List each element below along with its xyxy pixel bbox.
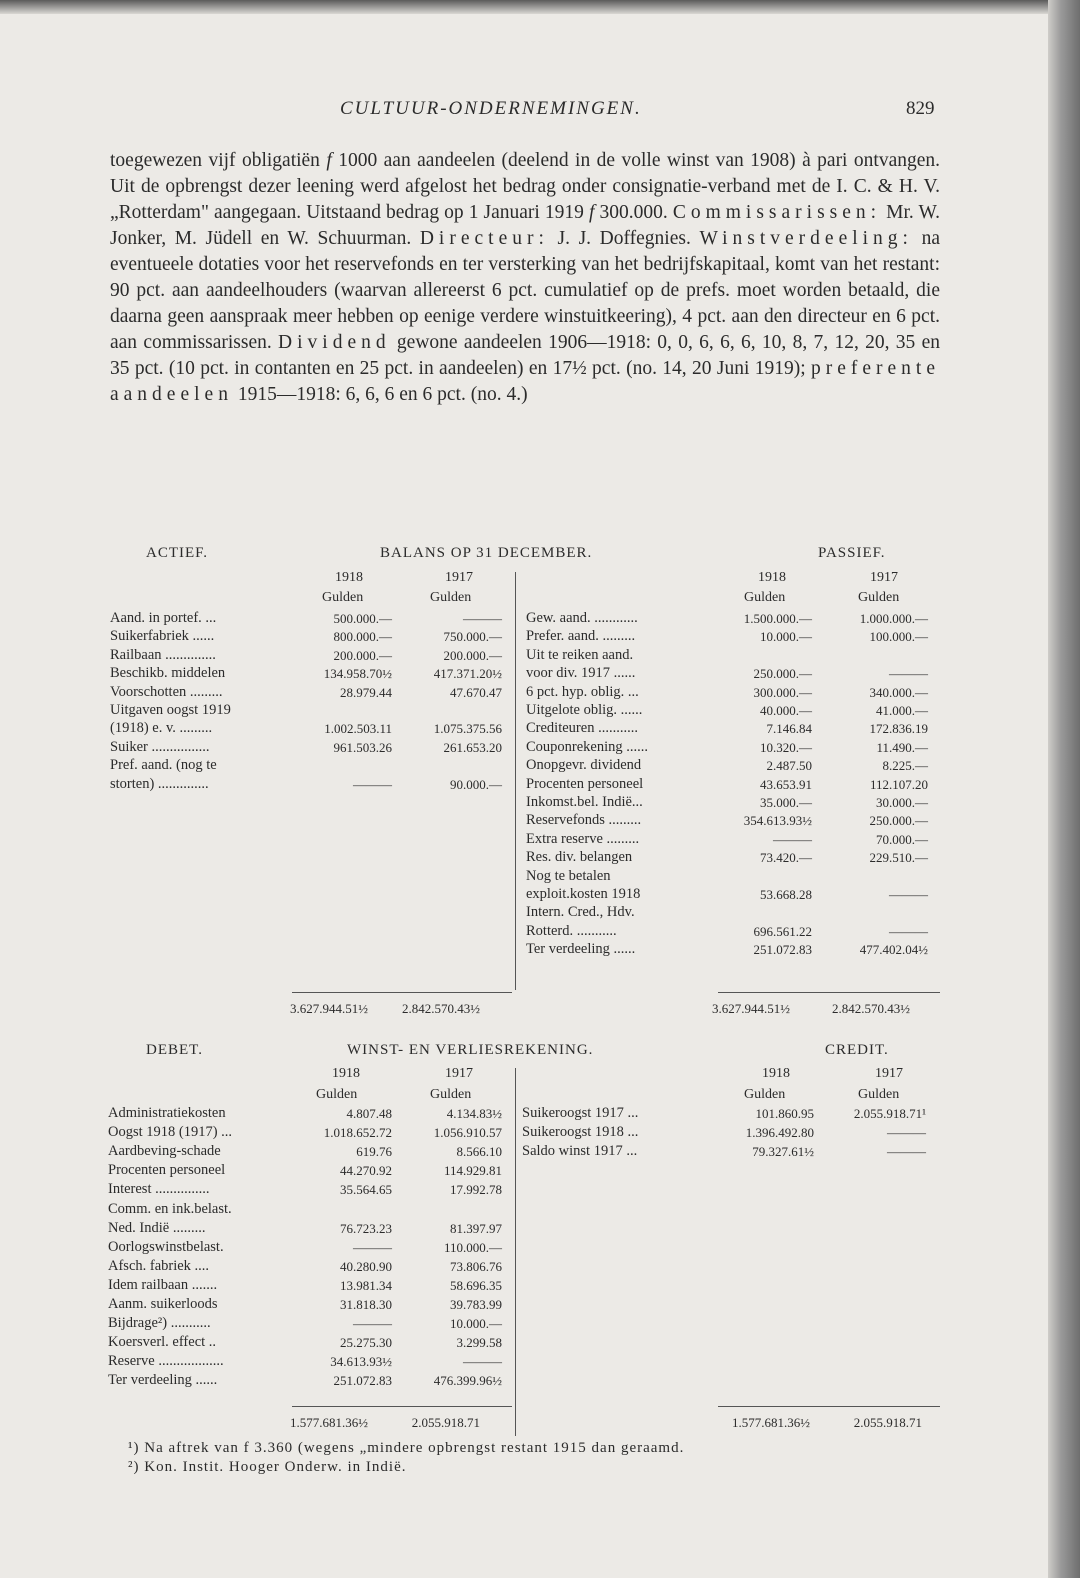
body-paragraph [110, 148, 940, 408]
value-1917: ——— [463, 1354, 502, 1370]
value-1917: 1.000.000.— [859, 611, 928, 626]
row-label: exploit.kosten 1918 [526, 886, 641, 902]
total-rule [292, 992, 512, 993]
row-label: Res. div. belangen [526, 849, 633, 866]
row-label: Oorlogswinstbelast. [108, 1238, 224, 1255]
row-label: Suikerfabriek ...... [110, 628, 215, 645]
row-label: Prefer. aand. ......... [526, 628, 636, 645]
year-header: 1918 [758, 570, 786, 585]
value-1918: 13.981.34 [340, 1277, 392, 1293]
running-header: CULTUUR-ONDERNEMINGEN. [340, 98, 642, 119]
value-1917: 1.056.910.57 [433, 1125, 502, 1141]
value-1918: ——— [773, 831, 812, 847]
value-1918: ——— [353, 776, 392, 792]
year-header: 1918 [332, 1066, 360, 1081]
value-1918: 800.000.— [333, 629, 392, 645]
value-1917: 476.399.96½ [433, 1373, 502, 1389]
spaced-keyword: Commissarissen: [672, 202, 882, 223]
paragraph-text: f [326, 150, 332, 171]
value-1918: 10.320.— [760, 739, 812, 755]
value-1917: 90.000.— [450, 776, 502, 792]
row-label: storten) .............. [110, 775, 209, 792]
value-1918: 7.146.84 [766, 721, 812, 737]
value-1917: 30.000.— [876, 795, 928, 810]
credit-total-1918: 1.577.681.36½ [732, 1415, 810, 1430]
value-1917: ——— [889, 923, 928, 939]
value-1918: 35.000.— [760, 795, 812, 810]
unit-header: Gulden [858, 590, 900, 605]
year-header: 1918 [762, 1066, 790, 1081]
year-header: 1918 [335, 570, 363, 585]
value-1917: 100.000.— [869, 629, 928, 645]
value-1918: 134.958.70½ [323, 666, 392, 682]
scan-top-band [0, 0, 1048, 14]
row-label: Bijdrage²) ........... [108, 1315, 211, 1332]
row-label: Crediteuren ........... [526, 720, 638, 737]
row-label: Nog te betalen [526, 867, 611, 884]
value-1917: ——— [887, 1125, 926, 1141]
value-1918: ——— [353, 1316, 392, 1332]
debet-heading: DEBET. [146, 1042, 203, 1058]
unit-header: Gulden [744, 1087, 786, 1102]
value-1918: 961.503.26 [333, 739, 392, 755]
spaced-keyword: Dividend [278, 332, 391, 353]
value-1918: 73.420.— [760, 850, 812, 866]
row-label: Ter verdeeling ...... [526, 941, 636, 958]
value-1917: ——— [887, 1144, 926, 1160]
value-1918: 251.072.83 [333, 1373, 392, 1389]
year-header: 1917 [445, 570, 473, 585]
unit-header: Gulden [322, 590, 364, 605]
value-1917: 70.000.— [876, 831, 928, 847]
value-1917: 340.000.— [869, 684, 928, 700]
row-label: Aardbeving-schade [108, 1143, 221, 1160]
actief-total-1918: 3.627.944.51½ [290, 1001, 368, 1016]
row-label: Administratiekosten [108, 1105, 226, 1121]
value-1918: 1.396.492.80 [745, 1125, 814, 1141]
value-1917: 110.000.— [443, 1239, 502, 1255]
value-1917: 172.836.19 [869, 721, 928, 737]
value-1917: 112.107.20 [869, 776, 928, 792]
unit-header: Gulden [316, 1087, 358, 1102]
row-label: Beschikb. middelen [110, 665, 226, 682]
value-1917: 4.134.83½ [446, 1106, 502, 1121]
unit-header: Gulden [858, 1087, 900, 1102]
value-1918: 250.000.— [753, 666, 812, 682]
page-number: 829 [906, 98, 935, 119]
value-1918: 40.280.90 [340, 1258, 392, 1274]
value-1917: 261.653.20 [443, 739, 502, 755]
value-1917: 114.929.81 [443, 1163, 502, 1179]
value-1917: 17.992.78 [450, 1182, 502, 1198]
value-1917: 750.000.— [443, 629, 502, 645]
value-1918: 43.653.91 [760, 776, 812, 792]
footnote-1: ¹) Na aftrek van f 3.360 (wegens „mindere opbrengst restant 1915 dan geraamd. [128, 1440, 685, 1456]
value-1917: 10.000.— [450, 1316, 502, 1332]
row-label: Gew. aand. ............ [526, 610, 638, 626]
value-1917: 73.806.76 [450, 1258, 502, 1274]
year-header: 1917 [875, 1066, 903, 1081]
value-1917: 39.783.99 [450, 1297, 502, 1312]
value-1917: 8.225.— [882, 758, 928, 774]
debet-total-1918: 1.577.681.36½ [290, 1415, 368, 1430]
row-label: Idem railbaan ....... [108, 1276, 218, 1293]
value-1918: 4.807.48 [346, 1106, 392, 1121]
value-1917: 8.566.10 [456, 1144, 502, 1160]
paragraph-text: Mr. W. Jonker, M. Jüdell en W. Schuurman. [110, 202, 940, 249]
row-label: Aand. in portef. ... [110, 610, 217, 626]
value-1917: ——— [463, 611, 502, 626]
column-divider [515, 572, 516, 990]
credit-total-1917: 2.055.918.71 [853, 1415, 922, 1430]
paragraph-text: 1915—1918: 6, 6, 6 en 6 pct. (no. 4.) [232, 384, 528, 405]
passief-total-1918: 3.627.944.51½ [712, 1001, 790, 1016]
row-label: Saldo winst 1917 ... [522, 1143, 638, 1160]
row-label: Suikeroogst 1917 ... [522, 1105, 639, 1121]
value-1918: 53.668.28 [760, 887, 812, 902]
spaced-keyword: preferente aandeelen [110, 358, 940, 405]
row-label: Onopgevr. dividend [526, 757, 642, 774]
row-label: 6 pct. hyp. oblig. ... [526, 683, 639, 700]
paragraph-text: 300.000. [594, 202, 673, 223]
row-label: Procenten personeel [108, 1162, 226, 1179]
paragraph-text: toegewezen vijf obligatiën [110, 150, 327, 171]
wv-title: WINST- EN VERLIESREKENING. [347, 1042, 594, 1058]
row-label: Ned. Indië ......... [108, 1219, 206, 1236]
row-label: Couponrekening ...... [526, 738, 649, 755]
row-label: Extra reserve ......... [526, 830, 640, 847]
row-label: Procenten personeel [526, 775, 644, 792]
unit-header: Gulden [430, 590, 472, 605]
value-1918: 251.072.83 [753, 942, 812, 958]
value-1918: 34.613.93½ [330, 1354, 392, 1370]
row-label: Voorschotten ......... [110, 683, 223, 700]
row-label: Ter verdeeling ...... [108, 1372, 218, 1389]
row-label: Interest ............... [108, 1181, 210, 1198]
value-1918: 35.564.65 [340, 1182, 392, 1198]
row-label: Aanm. suikerloods [108, 1296, 218, 1312]
row-label: Uitgelote oblig. ...... [526, 702, 643, 718]
paragraph-text: 1000 aan aandeelen (deelend in de volle winst van 1908) à pari ontvangen. Uit de opbrengst dezer leening werd afgelost het bedrag onder consignatie-verband met de I. C. & H. V. „Rotterdam" aangegaan. Uitstaand bedrag op 1 Januari 1919 [110, 150, 941, 223]
row-label: Koersverl. effect .. [108, 1334, 217, 1351]
value-1918: 1.002.503.11 [324, 721, 392, 737]
row-label: Uitgaven oogst 1919 [110, 702, 231, 718]
value-1917: 200.000.— [443, 647, 502, 663]
value-1918: 10.000.— [760, 629, 812, 645]
row-label: Inkomst.bel. Indië... [526, 794, 643, 810]
value-1918: 101.860.95 [755, 1106, 814, 1121]
value-1917: 2.055.918.71¹ [853, 1106, 926, 1121]
actief-total-1917: 2.842.570.43½ [402, 1001, 480, 1016]
row-label: Suiker ................ [110, 738, 210, 755]
value-1918: 500.000.— [333, 611, 392, 626]
value-1917: ——— [889, 887, 928, 902]
actief-heading: ACTIEF. [146, 545, 209, 561]
passief-heading: PASSIEF. [818, 545, 886, 561]
year-header: 1917 [870, 570, 898, 585]
value-1917: 477.402.04½ [859, 942, 928, 958]
value-1917: 1.075.375.56 [433, 721, 502, 737]
value-1918: 25.275.30 [340, 1335, 392, 1351]
unit-header: Gulden [430, 1087, 472, 1102]
value-1917: 3.299.58 [456, 1335, 502, 1351]
value-1918: 79.327.61½ [752, 1144, 814, 1160]
value-1917: ——— [889, 666, 928, 682]
row-label: Afsch. fabriek .... [108, 1257, 210, 1274]
total-rule [292, 1406, 512, 1407]
value-1918: 696.561.22 [753, 923, 812, 939]
value-1918: 200.000.— [333, 647, 392, 663]
paragraph-text: na eventueele dotaties voor het reservefonds en ter versterking van het bedrijfskapitaal, komt van het restant: 90 pct. aan aandeelhouders (waarvan allereerst 6 pct. cumulatief op de prefs. moet worden betaald, die daarna geen aanspraak meer hebben op eenige verdere winstuitkeering), 4 pct. aan den directeur en 6 pct. aan commissarissen. [110, 228, 941, 353]
value-1918: 619.76 [356, 1144, 392, 1160]
unit-header: Gulden [744, 590, 786, 605]
spaced-keyword: Winstverdeeling: [699, 228, 913, 249]
value-1918: 40.000.— [760, 703, 812, 718]
value-1917: 417.371.20½ [433, 666, 502, 682]
row-label: Oogst 1918 (1917) ... [108, 1124, 233, 1141]
row-label: (1918) e. v. ......... [110, 720, 213, 737]
year-header: 1917 [445, 1066, 473, 1081]
credit-heading: CREDIT. [825, 1042, 889, 1058]
value-1918: 76.723.23 [340, 1220, 392, 1236]
value-1918: 300.000.— [753, 684, 812, 700]
paragraph-text: f [589, 202, 595, 223]
row-label: Intern. Cred., Hdv. [526, 904, 635, 921]
value-1918: 28.979.44 [340, 684, 392, 700]
column-divider [515, 1068, 516, 1436]
value-1918: 1.500.000.— [743, 611, 812, 626]
row-label: Reservefonds ......... [526, 812, 642, 829]
row-label: Rotterd. ........... [526, 922, 617, 939]
value-1917: 250.000.— [869, 813, 928, 829]
passief-total-1917: 2.842.570.43½ [832, 1001, 910, 1016]
value-1918: 1.018.652.72 [323, 1125, 392, 1141]
value-1918: 354.613.93½ [743, 813, 812, 829]
paragraph-text: J. J. Doffegnies. [548, 228, 700, 249]
value-1917: 81.397.97 [450, 1220, 502, 1236]
value-1918: ——— [353, 1239, 392, 1255]
balans-title: BALANS OP 31 DECEMBER. [380, 545, 593, 561]
spaced-keyword: Directeur: [419, 228, 549, 249]
value-1918: 2.487.50 [766, 758, 812, 774]
debet-total-1917: 2.055.918.71 [411, 1415, 480, 1430]
row-label: Reserve .................. [108, 1353, 224, 1370]
value-1917: 11.490.— [876, 739, 928, 755]
total-rule [718, 992, 940, 993]
value-1917: 229.510.— [869, 850, 928, 866]
scan-page-edge [1048, 0, 1080, 1578]
value-1917: 58.696.35 [450, 1277, 502, 1293]
total-rule [718, 1406, 940, 1407]
footnote-2: ²) Kon. Instit. Hooger Onderw. in Indië. [128, 1459, 407, 1475]
row-label: Suikeroogst 1918 ... [522, 1124, 639, 1141]
row-label: Pref. aand. (nog te [110, 757, 217, 774]
value-1918: 44.270.92 [340, 1163, 392, 1179]
row-label: Uit te reiken aand. [526, 646, 634, 663]
paragraph-text: gewone aandeelen 1906—1918: 0, 0, 6, 6, 6, 10, 8, 7, 12, 20, 35 en 35 pct. (10 pct. in contanten en 25 pct. in aandeelen) en 17½ pct. (no. 14, 20 Juni 1919); [110, 332, 940, 379]
row-label: voor div. 1917 ...... [526, 665, 636, 682]
row-label: Comm. en ink.belast. [108, 1200, 232, 1217]
value-1918: 31.818.30 [340, 1297, 392, 1312]
value-1917: 47.670.47 [450, 684, 502, 700]
value-1917: 41.000.— [876, 703, 928, 718]
row-label: Railbaan .............. [110, 646, 216, 663]
